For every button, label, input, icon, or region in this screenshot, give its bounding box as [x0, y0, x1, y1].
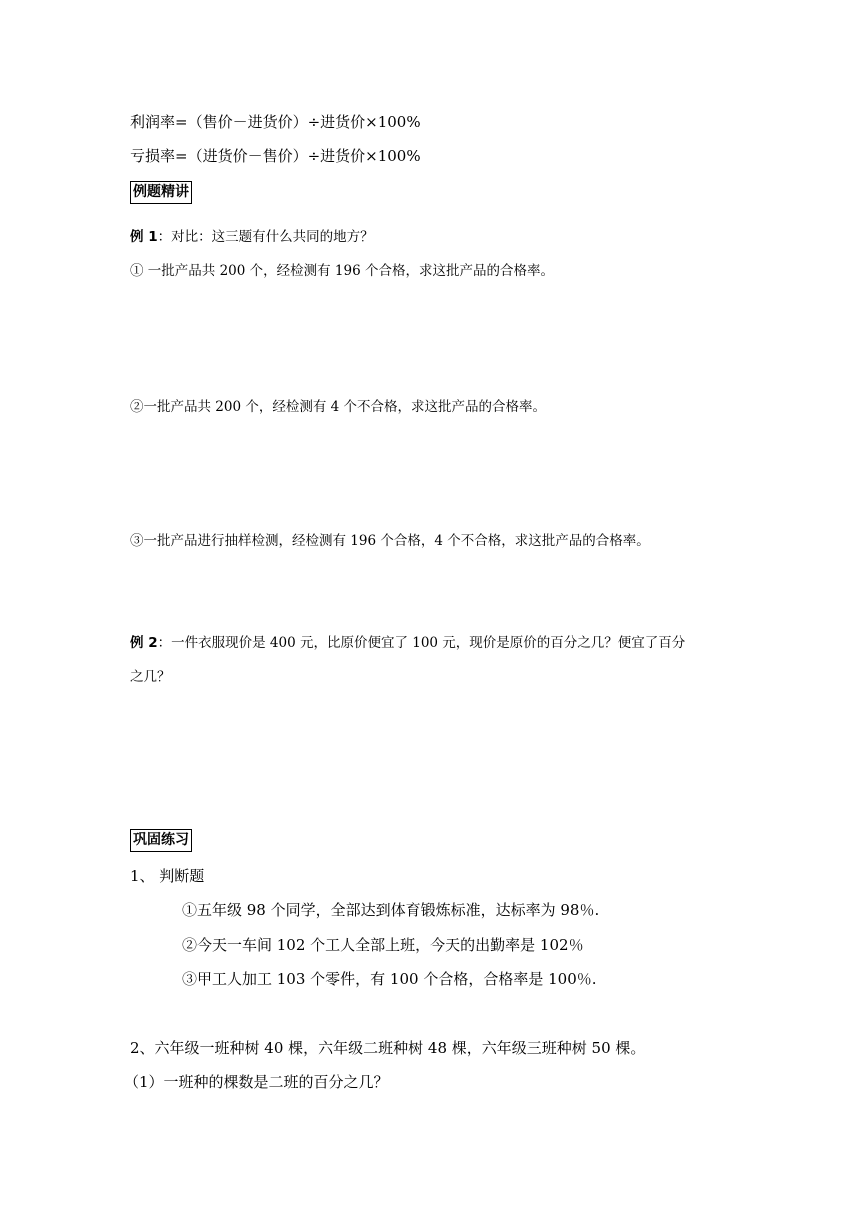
- formula-profit-rate: 利润率=（售价－进货价）÷进货价×100%: [130, 113, 421, 131]
- example2-text: ：一件衣服现价是 400 元，比原价便宜了 100 元，现价是原价的百分之几？便宜了百分: [157, 635, 686, 651]
- practice1-item-3: ③甲工人加工 103 个零件，有 100 个合格，合格率是 100％.: [182, 970, 597, 988]
- practice1-title: 1、 判断题: [130, 867, 205, 885]
- example1-question-3: ③一批产品进行抽样检测，经检测有 196 个合格，4 个不合格，求这批产品的合格率。: [130, 533, 650, 549]
- section-heading-practice: 巩固练习: [130, 829, 192, 852]
- example1-question-2: ②一批产品共 200 个，经检测有 4 个不合格，求这批产品的合格率。: [130, 399, 547, 415]
- example1-question-1: ① 一批产品共 200 个，经检测有 196 个合格，求这批产品的合格率。: [130, 263, 554, 279]
- example2-label: 例 2: [130, 635, 158, 651]
- example1-label: 例 1: [130, 229, 158, 245]
- practice2-title: 2、六年级一班种树 40 棵，六年级二班种树 48 棵，六年级三班种树 50 棵。: [130, 1039, 646, 1057]
- section-heading-examples: 例题精讲: [130, 181, 192, 204]
- practice1-item-2: ②今天一车间 102 个工人全部上班，今天的出勤率是 102％: [182, 936, 584, 954]
- practice2-sub1: （1）一班种的棵数是二班的百分之几？: [124, 1073, 389, 1091]
- example2-text-line1: [130, 631, 685, 651]
- example1-intro: [130, 225, 374, 245]
- practice1-item-1: ①五年级 98 个同学，全部达到体育锻炼标准，达标率为 98％.: [182, 901, 600, 919]
- example2-text-line2: 之几？: [130, 669, 171, 685]
- formula-loss-rate: 亏损率=（进货价－售价）÷进货价×100%: [130, 147, 421, 165]
- example1-intro-text: ：对比：这三题有什么共同的地方？: [157, 229, 374, 245]
